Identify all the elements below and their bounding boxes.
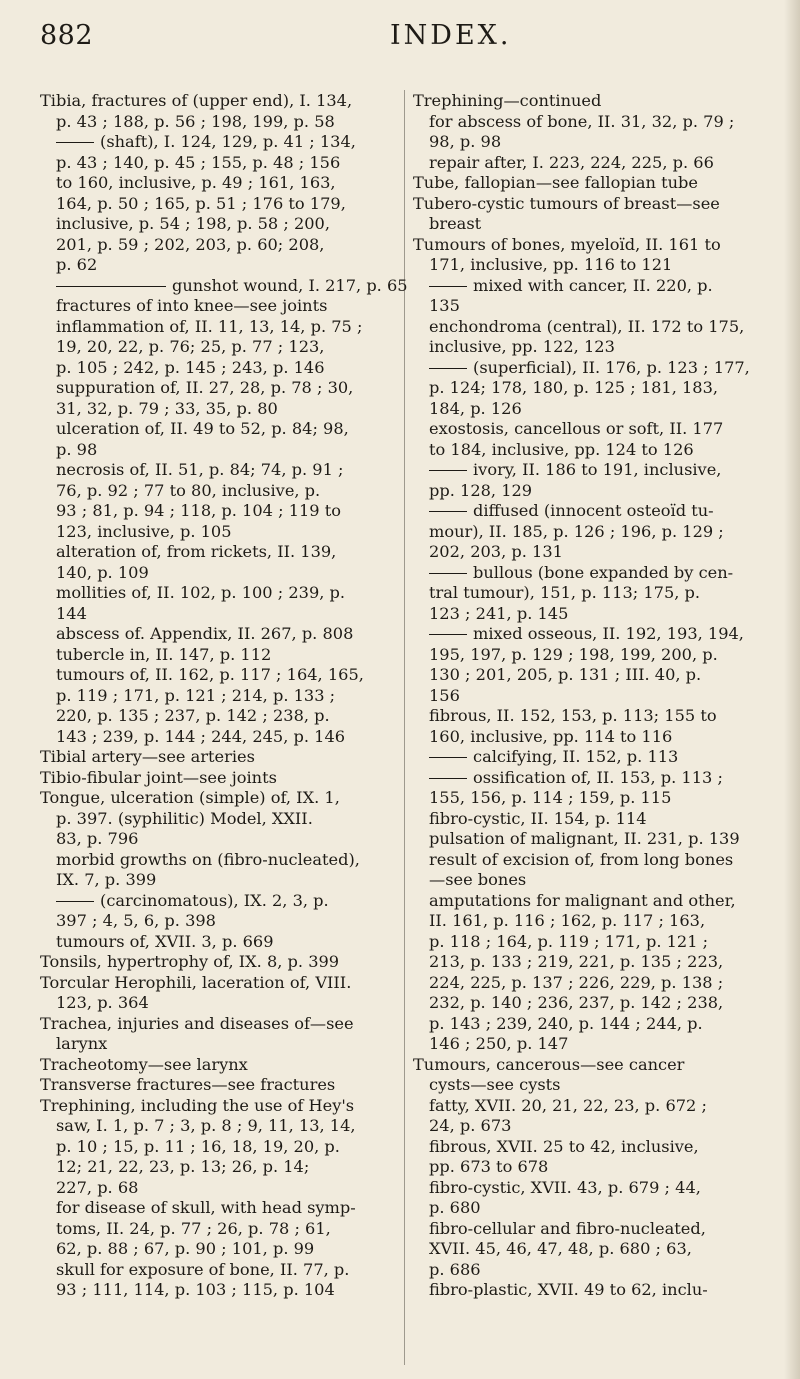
- entry-text: pp. 128, 129: [429, 480, 533, 500]
- entry-text: mixed with cancer, II. 220, p.: [473, 275, 713, 295]
- index-subentry: [40, 1178, 398, 1199]
- entry-text: 123, inclusive, p. 105: [56, 521, 232, 541]
- index-subentry: [413, 378, 773, 399]
- index-subentry: [40, 706, 398, 727]
- index-subentry: [40, 993, 398, 1014]
- index-subentry: [40, 809, 398, 830]
- index-subentry: [413, 829, 773, 850]
- index-entry: [40, 1075, 398, 1096]
- index-entry: [40, 1014, 398, 1035]
- entry-text: fibrous, II. 152, 153, p. 113; 155 to: [429, 706, 717, 725]
- index-subentry: [413, 1116, 773, 1137]
- entry-text: ulceration of, II. 49 to 52, p. 84; 98,: [56, 419, 349, 438]
- index-entry: [40, 1055, 398, 1076]
- entry-text: abscess of. Appendix, II. 267, p. 808: [56, 624, 354, 643]
- entry-text: inclusive, pp. 122, 123: [429, 337, 615, 356]
- entry-text: IX. 7, p. 399: [56, 870, 157, 889]
- ditto-dash: [56, 286, 166, 287]
- entry-text: fibro-cystic, XVII. 43, p. 679 ; 44,: [429, 1177, 701, 1197]
- index-subentry: [413, 337, 773, 358]
- index-subentry: [413, 952, 773, 973]
- ditto-dash: [429, 634, 467, 635]
- entry-text: fatty, XVII. 20, 21, 22, 23, p. 672 ;: [429, 1095, 707, 1115]
- entry-text: cysts—see cysts: [429, 1075, 561, 1094]
- index-subentry: [413, 624, 773, 645]
- index-subentry: [40, 378, 398, 399]
- entry-text: p. 10 ; 15, p. 11 ; 16, 18, 19, 20, p.: [56, 1136, 340, 1156]
- index-subentry: [413, 932, 773, 953]
- index-subentry: [40, 296, 398, 317]
- entry-text: 155, 156, p. 114 ; 159, p. 115: [429, 788, 672, 807]
- index-subentry: [413, 1198, 773, 1219]
- index-subentry: [40, 932, 398, 953]
- index-entry: [40, 747, 398, 768]
- entry-text: for abscess of bone, II. 31, 32, p. 79 ;: [429, 111, 735, 131]
- entry-text: —see bones: [429, 870, 527, 889]
- index-subentry: [413, 706, 773, 727]
- index-subentry: [413, 973, 773, 994]
- index-subentry: [40, 337, 398, 358]
- index-subentry: [413, 132, 773, 153]
- index-subentry: [413, 563, 773, 584]
- index-subentry: [413, 481, 773, 502]
- index-subentry: [40, 645, 398, 666]
- entry-text: necrosis of, II. 51, p. 84; 74, p. 91 ;: [56, 460, 344, 479]
- entry-text: to 160, inclusive, p. 49 ; 161, 163,: [56, 173, 336, 192]
- entry-text: pp. 673 to 678: [429, 1157, 549, 1176]
- index-subentry: [413, 747, 773, 768]
- entry-text: (carcinomatous), IX. 2, 3, p.: [100, 890, 329, 910]
- index-subentry: [413, 399, 773, 420]
- entry-text: 202, 203, p. 131: [429, 542, 563, 561]
- entry-text: p. 124; 178, 180, p. 125 ; 181, 183,: [429, 378, 719, 397]
- index-entry: [40, 973, 398, 994]
- entry-text: 232, p. 140 ; 236, 237, p. 142 ; 238,: [429, 993, 724, 1012]
- index-subentry: [413, 1137, 773, 1158]
- entry-text: p. 397. (syphilitic) Model, XXII.: [56, 808, 313, 828]
- index-subentry: [413, 1096, 773, 1117]
- entry-text: 160, inclusive, pp. 114 to 116: [429, 726, 673, 746]
- index-subentry: [413, 850, 773, 871]
- entry-text: 201, p. 59 ; 202, 203, p. 60; 208,: [56, 234, 325, 254]
- entry-text: mollities of, II. 102, p. 100 ; 239, p.: [56, 583, 346, 602]
- entry-text: 123, p. 364: [56, 993, 149, 1012]
- index-subentry: [413, 440, 773, 461]
- index-subentry: [413, 809, 773, 830]
- entry-text: Tibial artery—see arteries: [40, 747, 255, 766]
- index-subentry: [40, 460, 398, 481]
- entry-text: enchondroma (central), II. 172 to 175,: [429, 316, 745, 336]
- index-subentry: [40, 1157, 398, 1178]
- entry-text: breast: [429, 214, 482, 233]
- index-subentry: [40, 317, 398, 338]
- entry-text: Tonsils, hypertrophy of, IX. 8, p. 399: [40, 952, 340, 971]
- entry-text: inflammation of, II. 11, 13, 14, p. 75 ;: [56, 316, 363, 336]
- index-subentry: [413, 583, 773, 604]
- index-subentry: [413, 768, 773, 789]
- entry-text: inclusive, p. 54 ; 198, p. 58 ; 200,: [56, 214, 330, 233]
- entry-text: Tongue, ulceration (simple) of, IX. 1,: [40, 788, 340, 807]
- index-subentry: [40, 255, 398, 276]
- index-subentry: [40, 1239, 398, 1260]
- index-subentry: [40, 829, 398, 850]
- index-subentry: [40, 1034, 398, 1055]
- entry-text: Torcular Herophili, laceration of, VIII.: [40, 972, 352, 992]
- entry-text: calcifying, II. 152, p. 113: [473, 747, 679, 766]
- ditto-dash: [429, 778, 467, 779]
- entry-text: 140, p. 109: [56, 562, 149, 582]
- index-subentry: [413, 501, 773, 522]
- entry-text: p. 43 ; 188, p. 56 ; 198, 199, p. 58: [56, 111, 335, 131]
- index-subentry: [40, 358, 398, 379]
- entry-text: Trephining—continued: [413, 91, 602, 110]
- entry-text: p. 62: [56, 255, 98, 274]
- ditto-dash: [56, 901, 94, 902]
- index-entry: [40, 1096, 398, 1117]
- index-entry: [413, 235, 773, 256]
- entry-text: skull for exposure of bone, II. 77, p.: [56, 1259, 350, 1279]
- index-subentry: [40, 563, 398, 584]
- index-subentry: [413, 870, 773, 891]
- index-entry: [413, 194, 773, 215]
- entry-text: tral tumour), 151, p. 113; 175, p.: [429, 583, 701, 602]
- index-subentry: [40, 1280, 398, 1301]
- index-subentry: [40, 542, 398, 563]
- entry-text: ivory, II. 186 to 191, inclusive,: [473, 460, 722, 479]
- index-subentry: [40, 686, 398, 707]
- entry-text: 19, 20, 22, p. 76; 25, p. 77 ; 123,: [56, 337, 325, 356]
- index-subentry: [413, 686, 773, 707]
- entry-text: Tibio-fibular joint—see joints: [40, 767, 277, 787]
- entry-text: 93 ; 81, p. 94 ; 118, p. 104 ; 119 to: [56, 501, 342, 520]
- index-entry: [413, 91, 773, 112]
- index-subentry: [40, 624, 398, 645]
- entry-text: 213, p. 133 ; 219, 221, p. 135 ; 223,: [429, 952, 724, 971]
- entry-text: amputations for malignant and other,: [429, 890, 736, 910]
- ditto-dash: [429, 470, 467, 471]
- index-subentry: [40, 891, 398, 912]
- entry-text: (superficial), II. 176, p. 123 ; 177,: [473, 357, 750, 377]
- index-subentry: [40, 1260, 398, 1281]
- index-entry: [413, 1055, 773, 1076]
- index-subentry: [40, 275, 408, 297]
- entry-text: Tubero-cystic tumours of breast—see: [413, 193, 720, 213]
- index-subentry: [413, 153, 773, 174]
- ditto-dash: [429, 573, 467, 574]
- entry-text: gunshot wound, I. 217, p. 65: [172, 275, 408, 295]
- entry-text: Tube, fallopian—see fallopian tube: [413, 173, 698, 192]
- index-subentry: [40, 870, 398, 891]
- entry-text: 143 ; 239, p. 144 ; 244, 245, p. 146: [56, 726, 346, 746]
- entry-text: tumours of, II. 162, p. 117 ; 164, 165,: [56, 665, 364, 684]
- entry-text: pulsation of malignant, II. 231, p. 139: [429, 829, 740, 848]
- index-subentry: [40, 727, 398, 748]
- entry-text: 31, 32, p. 79 ; 33, 35, p. 80: [56, 398, 278, 418]
- index-subentry: [40, 173, 398, 194]
- index-subentry: [40, 850, 398, 871]
- entry-text: fibrous, XVII. 25 to 42, inclusive,: [429, 1136, 699, 1156]
- index-subentry: [413, 296, 773, 317]
- entry-text: 130 ; 201, 205, p. 131 ; III. 40, p.: [429, 665, 702, 684]
- entry-text: suppuration of, II. 27, 28, p. 78 ; 30,: [56, 378, 354, 397]
- index-subentry: [413, 645, 773, 666]
- entry-text: 184, p. 126: [429, 398, 522, 418]
- index-subentry: [413, 788, 773, 809]
- index-subentry: [413, 419, 773, 440]
- index-subentry: [40, 399, 398, 420]
- index-subentry: [413, 255, 773, 276]
- index-entry: [40, 768, 398, 789]
- ditto-dash: [429, 286, 467, 287]
- index-subentry: [40, 481, 398, 502]
- index-subentry: [40, 501, 398, 522]
- entry-text: tubercle in, II. 147, p. 112: [56, 644, 272, 664]
- page-edge-shadow: [784, 0, 800, 1379]
- entry-text: mixed osseous, II. 192, 193, 194,: [473, 624, 744, 643]
- entry-text: Trephining, including the use of Hey's: [40, 1095, 355, 1115]
- entry-text: 123 ; 241, p. 145: [429, 603, 569, 623]
- index-entry: [413, 173, 773, 194]
- index-entry: [40, 788, 398, 809]
- index-subentry: [413, 891, 773, 912]
- index-subentry: [40, 583, 398, 604]
- entry-text: fractures of into knee—see joints: [56, 296, 328, 315]
- entry-text: XVII. 45, 46, 47, 48, p. 680 ; 63,: [429, 1239, 692, 1258]
- entry-text: 164, p. 50 ; 165, p. 51 ; 176 to 179,: [56, 193, 346, 213]
- index-subentry: [40, 214, 398, 235]
- index-subentry: [413, 276, 773, 297]
- index-subentry: [40, 235, 398, 256]
- entry-text: toms, II. 24, p. 77 ; 26, p. 78 ; 61,: [56, 1218, 331, 1238]
- entry-text: Tumours, cancerous—see cancer: [413, 1054, 685, 1074]
- index-subentry: [413, 993, 773, 1014]
- entry-text: mour), II. 185, p. 126 ; 196, p. 129 ;: [429, 521, 724, 541]
- index-subentry: [413, 1014, 773, 1035]
- index-subentry: [413, 1075, 773, 1096]
- entry-text: to 184, inclusive, pp. 124 to 126: [429, 439, 694, 459]
- index-subentry: [40, 665, 398, 686]
- entry-text: alteration of, from rickets, II. 139,: [56, 542, 337, 561]
- ditto-dash: [429, 511, 467, 512]
- entry-text: 227, p. 68: [56, 1177, 139, 1197]
- index-subentry: [413, 911, 773, 932]
- index-subentry: [40, 604, 398, 625]
- index-subentry: [413, 604, 773, 625]
- index-subentry: [40, 194, 398, 215]
- column-divider: [404, 90, 405, 1365]
- entry-text: 156: [429, 685, 460, 705]
- entry-text: (shaft), I. 124, 129, p. 41 ; 134,: [100, 132, 356, 151]
- index-subentry: [413, 112, 773, 133]
- entry-text: bullous (bone expanded by cen-: [473, 562, 734, 582]
- entry-text: saw, I. 1, p. 7 ; 3, p. 8 ; 9, 11, 13, 14,: [56, 1116, 356, 1135]
- entry-text: 146 ; 250, p. 147: [429, 1034, 569, 1053]
- entry-text: repair after, I. 223, 224, 225, p. 66: [429, 152, 714, 172]
- index-column-right: [413, 91, 773, 1301]
- index-entry: [40, 952, 398, 973]
- entry-text: fibro-plastic, XVII. 49 to 62, inclu-: [429, 1280, 708, 1299]
- entry-text: exostosis, cancellous or soft, II. 177: [429, 419, 724, 438]
- entry-text: result of excision of, from long bones: [429, 849, 734, 869]
- entry-text: 224, 225, p. 137 ; 226, 229, p. 138 ;: [429, 972, 724, 992]
- entry-text: 195, 197, p. 129 ; 198, 199, 200, p.: [429, 644, 718, 664]
- entry-text: p. 98: [56, 439, 98, 459]
- entry-text: 24, p. 673: [429, 1116, 512, 1135]
- entry-text: Tibia, fractures of (upper end), I. 134,: [40, 91, 353, 110]
- index-subentry: [413, 665, 773, 686]
- index-subentry: [40, 440, 398, 461]
- index-subentry: [413, 1239, 773, 1260]
- index-subentry: [413, 214, 773, 235]
- entry-text: p. 118 ; 164, p. 119 ; 171, p. 121 ;: [429, 931, 709, 951]
- entry-text: 220, p. 135 ; 237, p. 142 ; 238, p.: [56, 706, 330, 725]
- entry-text: fibro-cystic, II. 154, p. 114: [429, 808, 647, 828]
- index-subentry: [40, 1137, 398, 1158]
- page-number: 882: [40, 20, 94, 51]
- entry-text: 12; 21, 22, 23, p. 13; 26, p. 14;: [56, 1157, 310, 1176]
- ditto-dash: [56, 142, 94, 143]
- index-subentry: [40, 132, 398, 153]
- entry-text: ossification of, II. 153, p. 113 ;: [473, 767, 723, 787]
- index-subentry: [413, 358, 773, 379]
- entry-text: 83, p. 796: [56, 829, 139, 848]
- entry-text: 135: [429, 296, 460, 315]
- entry-text: Tracheotomy—see larynx: [40, 1054, 248, 1074]
- entry-text: diffused (innocent osteoïd tu-: [473, 501, 714, 520]
- index-subentry: [413, 1178, 773, 1199]
- index-subentry: [413, 1280, 773, 1301]
- index-entry: [40, 91, 398, 112]
- index-subentry: [413, 1219, 773, 1240]
- index-subentry: [413, 460, 773, 481]
- index-subentry: [40, 153, 398, 174]
- ditto-dash: [429, 368, 467, 369]
- index-subentry: [413, 522, 773, 543]
- entry-text: larynx: [56, 1034, 108, 1053]
- entry-text: 98, p. 98: [429, 132, 502, 151]
- entry-text: p. 105 ; 242, p. 145 ; 243, p. 146: [56, 357, 325, 377]
- entry-text: II. 161, p. 116 ; 162, p. 117 ; 163,: [429, 911, 706, 930]
- running-head: INDEX.: [390, 20, 512, 51]
- entry-text: 171, inclusive, pp. 116 to 121: [429, 255, 673, 274]
- entry-text: Tumours of bones, myeloïd, II. 161 to: [413, 234, 721, 254]
- index-subentry: [40, 1198, 398, 1219]
- entry-text: fibro-cellular and fibro-nucleated,: [429, 1218, 706, 1238]
- index-subentry: [40, 1219, 398, 1240]
- index-subentry: [40, 1116, 398, 1137]
- entry-text: p. 43 ; 140, p. 45 ; 155, p. 48 ; 156: [56, 152, 341, 172]
- index-subentry: [413, 542, 773, 563]
- entry-text: p. 143 ; 239, 240, p. 144 ; 244, p.: [429, 1013, 703, 1033]
- entry-text: Trachea, injuries and diseases of—see: [40, 1013, 354, 1033]
- entry-text: 144: [56, 603, 87, 623]
- index-subentry: [40, 911, 398, 932]
- index-subentry: [413, 1260, 773, 1281]
- page-header: [40, 0, 740, 70]
- entry-text: tumours of, XVII. 3, p. 669: [56, 931, 274, 951]
- index-subentry: [40, 522, 398, 543]
- entry-text: 397 ; 4, 5, 6, p. 398: [56, 911, 216, 930]
- entry-text: Transverse fractures—see fractures: [40, 1075, 336, 1094]
- entry-text: p. 680: [429, 1198, 481, 1217]
- entry-text: morbid growths on (fibro-nucleated),: [56, 849, 360, 869]
- index-subentry: [40, 419, 398, 440]
- entry-text: 76, p. 92 ; 77 to 80, inclusive, p.: [56, 480, 321, 500]
- entry-text: p. 119 ; 171, p. 121 ; 214, p. 133 ;: [56, 685, 336, 705]
- index-subentry: [40, 112, 398, 133]
- ditto-dash: [429, 757, 467, 758]
- entry-text: 93 ; 111, 114, p. 103 ; 115, p. 104: [56, 1280, 335, 1299]
- index-subentry: [413, 1157, 773, 1178]
- index-subentry: [413, 727, 773, 748]
- entry-text: 62, p. 88 ; 67, p. 90 ; 101, p. 99: [56, 1239, 315, 1258]
- index-column-left: [40, 91, 408, 1301]
- index-subentry: [413, 1034, 773, 1055]
- entry-text: for disease of skull, with head symp-: [56, 1198, 356, 1217]
- index-subentry: [413, 317, 773, 338]
- entry-text: p. 686: [429, 1259, 481, 1279]
